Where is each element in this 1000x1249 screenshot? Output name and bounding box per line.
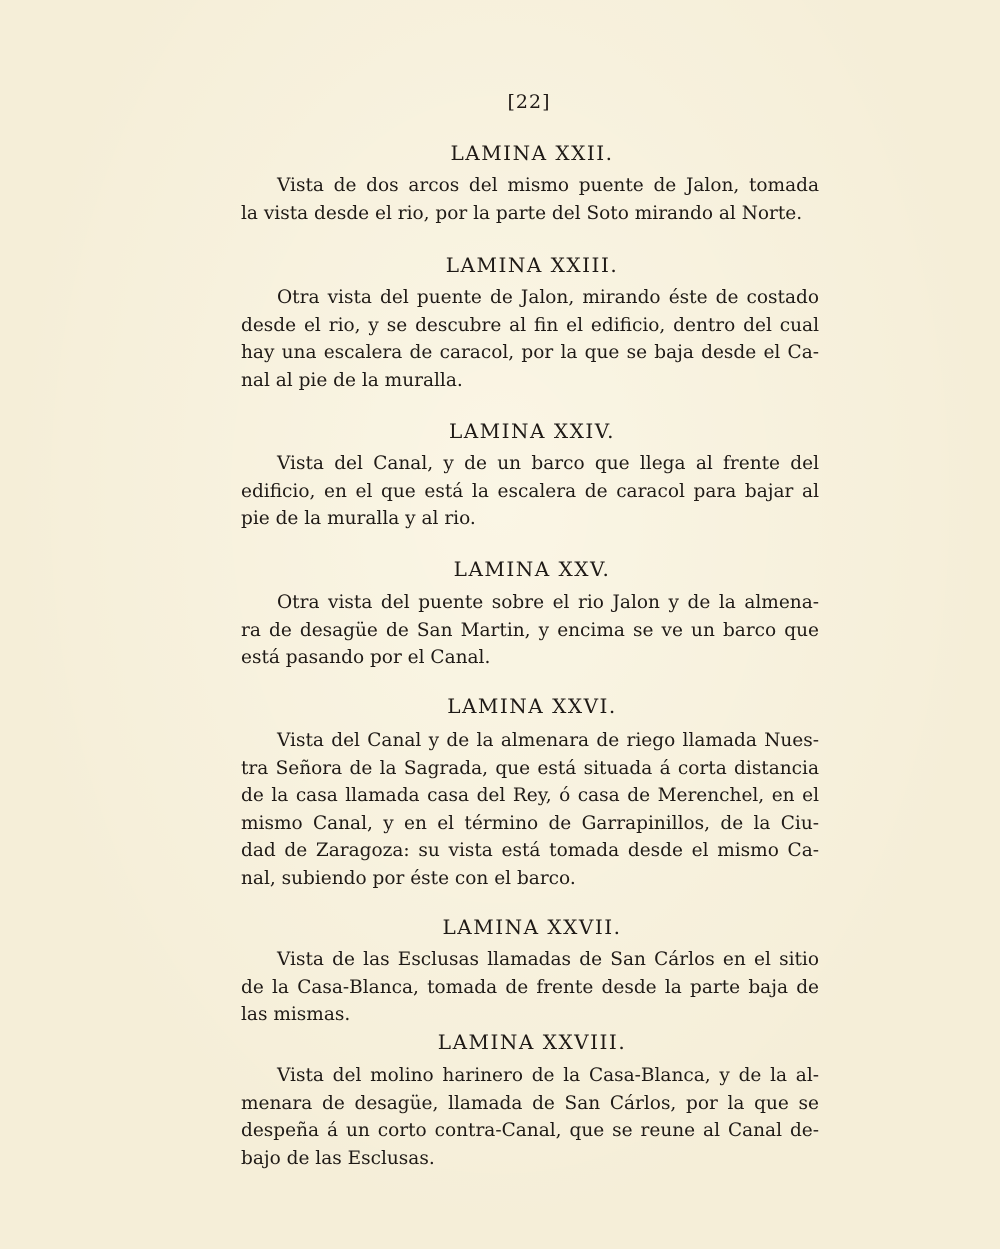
section-paragraph — [241, 1062, 819, 1172]
paragraph-line: de la Casa-Blanca, tomada de frente desde la parte baja de — [241, 976, 819, 998]
paragraph-line: mismo Canal, y en el término de Garrapinillos, de la Ciu- — [241, 812, 819, 834]
paragraph-line: nal al pie de la muralla. — [241, 369, 463, 391]
section-paragraph — [241, 172, 819, 227]
section-heading: LAMINA XXIII. — [445, 253, 619, 277]
section-heading: LAMINA XXIV. — [448, 419, 616, 443]
paragraph-line: la vista desde el rio, por la parte del Soto mirando al Norte. — [241, 202, 803, 224]
paragraph-line: tra Señora de la Sagrada, que está situada á corta distancia — [241, 757, 819, 779]
paragraph-line: Vista del Canal y de la almenara de riego llamada Nues- — [277, 730, 819, 751]
paragraph-line: dad de Zaragoza: su vista está tomada desde el mismo Ca- — [241, 840, 819, 862]
section-heading: LAMINA XXVI. — [447, 694, 617, 718]
paragraph-line: desde el rio, y se descubre al fin el edificio, dentro del cual — [241, 314, 819, 336]
paragraph-line: las mismas. — [241, 1004, 351, 1026]
paragraph-line: ra de desagüe de San Martin, y encima se ve un barco que — [241, 619, 819, 641]
paragraph-line: Vista de las Esclusas llamadas de San Cárlos en el sitio — [277, 949, 819, 970]
paragraph-line: está pasando por el Canal. — [241, 647, 491, 669]
paragraph-line: edificio, en el que está la escalera de caracol para bajar al — [241, 480, 819, 502]
section-paragraph — [241, 450, 819, 533]
paragraph-line: nal, subiendo por éste con el barco. — [241, 867, 576, 889]
section-heading: LAMINA XXV. — [453, 557, 611, 581]
paragraph-line: Vista del Canal, y de un barco que llega al frente del — [277, 453, 819, 474]
paragraph-line: Otra vista del puente sobre el rio Jalon y de la almena- — [277, 592, 819, 613]
section-heading: LAMINA XXII. — [450, 141, 614, 165]
section-paragraph — [241, 727, 819, 893]
paragraph-line: Vista del molino harinero de la Casa-Blanca, y de la al- — [277, 1065, 819, 1086]
section-paragraph — [241, 284, 819, 394]
paragraph-line: despeña á un corto contra-Canal, que se reune al Canal de- — [241, 1120, 819, 1142]
section-paragraph — [241, 946, 819, 1029]
paragraph-line: de la casa llamada casa del Rey, ó casa de Merenchel, en el — [241, 785, 819, 807]
paragraph-line: bajo de las Esclusas. — [241, 1147, 435, 1169]
paragraph-line: Otra vista del puente de Jalon, mirando éste de costado — [277, 287, 819, 308]
section-heading: LAMINA XXVII. — [442, 915, 622, 939]
paragraph-line: menara de desagüe, llamada de San Cárlos, por la que se — [241, 1092, 819, 1114]
page-number: [22] — [507, 91, 551, 113]
section-heading: LAMINA XXVIII. — [437, 1030, 627, 1054]
section-paragraph — [241, 589, 819, 672]
paragraph-line: pie de la muralla y al rio. — [241, 508, 476, 530]
paragraph-line: Vista de dos arcos del mismo puente de Jalon, tomada — [277, 175, 819, 196]
paragraph-line: hay una escalera de caracol, por la que se baja desde el Ca- — [241, 342, 819, 364]
